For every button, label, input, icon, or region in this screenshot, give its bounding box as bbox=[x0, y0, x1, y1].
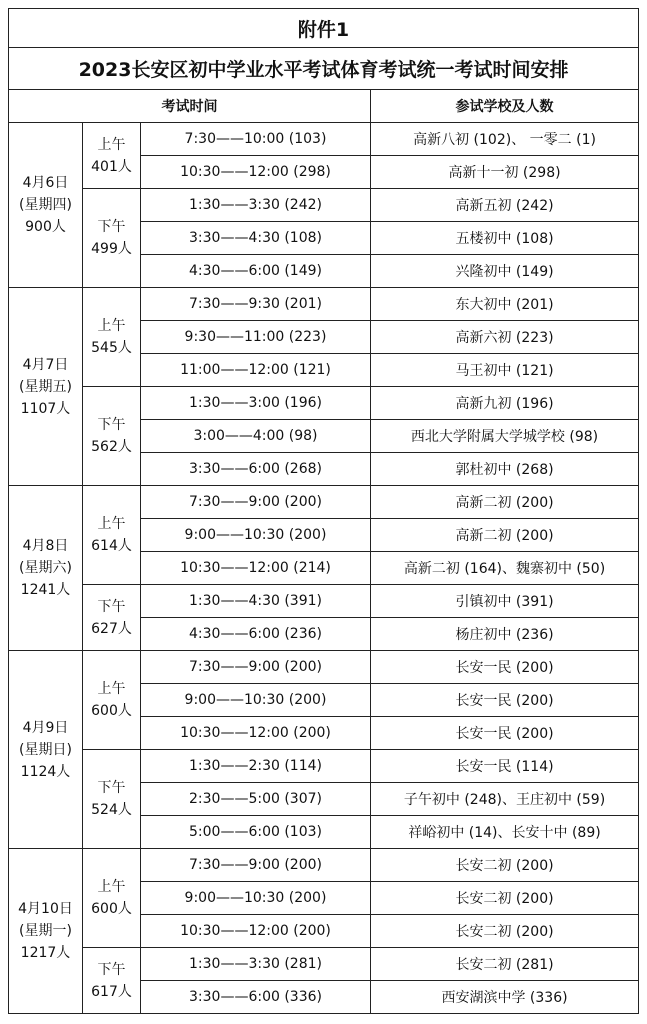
session-schools: 高新九初 (196) bbox=[371, 387, 639, 420]
session-schools: 子午初中 (248)、王庄初中 (59) bbox=[371, 783, 639, 816]
session-time: 10:30——12:00 (200) bbox=[141, 915, 371, 948]
schedule-table bbox=[8, 8, 639, 1014]
session-time: 7:30——9:00 (200) bbox=[141, 849, 371, 882]
session-time: 9:00——10:30 (200) bbox=[141, 684, 371, 717]
schedule-body bbox=[9, 123, 639, 1014]
session-time: 4:30——6:00 (149) bbox=[141, 255, 371, 288]
session-schools: 五楼初中 (108) bbox=[371, 222, 639, 255]
session-row bbox=[9, 948, 639, 981]
period-cell bbox=[83, 288, 141, 387]
period-cell bbox=[83, 750, 141, 849]
day-total: 1241人 bbox=[20, 582, 71, 598]
session-time: 3:00——4:00 (98) bbox=[141, 420, 371, 453]
session-schools: 郭杜初中 (268) bbox=[371, 453, 639, 486]
period-cell bbox=[83, 651, 141, 750]
session-row bbox=[9, 585, 639, 618]
session-time: 10:30——12:00 (298) bbox=[141, 156, 371, 189]
session-schools: 高新十一初 (298) bbox=[371, 156, 639, 189]
session-time: 7:30——9:00 (200) bbox=[141, 486, 371, 519]
period-count: 600人 bbox=[91, 901, 132, 917]
day-weekday: (星期一) bbox=[19, 923, 72, 939]
period-count: 562人 bbox=[91, 439, 132, 455]
period-count: 617人 bbox=[91, 983, 132, 1000]
day-cell bbox=[9, 123, 83, 288]
session-row bbox=[9, 288, 639, 321]
session-time: 10:30——12:00 (214) bbox=[141, 552, 371, 585]
session-time: 9:00——10:30 (200) bbox=[141, 519, 371, 552]
session-schools: 长安二初 (200) bbox=[371, 882, 639, 915]
session-schools: 高新二初 (200) bbox=[371, 486, 639, 519]
column-header-schools: 参试学校及人数 bbox=[371, 90, 639, 123]
session-time: 3:30——6:00 (268) bbox=[141, 453, 371, 486]
period-count: 627人 bbox=[91, 620, 132, 637]
session-schools: 杨庄初中 (236) bbox=[371, 618, 639, 651]
period-name: 上午 bbox=[97, 516, 126, 532]
day-date: 4月8日 bbox=[22, 538, 69, 554]
period-name: 下午 bbox=[97, 417, 126, 433]
document-title: 2023长安区初中学业水平考试体育考试统一考试时间安排 bbox=[9, 48, 639, 90]
period-name: 下午 bbox=[97, 219, 126, 235]
session-time: 3:30——6:00 (336) bbox=[141, 981, 371, 1014]
session-time: 1:30——3:30 (242) bbox=[141, 189, 371, 222]
session-schools: 高新六初 (223) bbox=[371, 321, 639, 354]
session-schools: 高新五初 (242) bbox=[371, 189, 639, 222]
session-schools: 长安一民 (200) bbox=[371, 684, 639, 717]
session-schools: 长安一民 (200) bbox=[371, 717, 639, 750]
day-cell bbox=[9, 849, 83, 1014]
period-cell bbox=[83, 123, 141, 189]
schedule-sheet bbox=[8, 8, 638, 1014]
period-cell bbox=[83, 189, 141, 288]
session-time: 2:30——5:00 (307) bbox=[141, 783, 371, 816]
day-total: 1107人 bbox=[20, 400, 71, 417]
session-time: 3:30——4:30 (108) bbox=[141, 222, 371, 255]
day-weekday: (星期日) bbox=[19, 741, 72, 758]
session-schools: 祥峪初中 (14)、长安十中 (89) bbox=[371, 816, 639, 849]
session-time: 4:30——6:00 (236) bbox=[141, 618, 371, 651]
day-date: 4月10日 bbox=[18, 901, 73, 917]
session-time: 1:30——2:30 (114) bbox=[141, 750, 371, 783]
period-count: 600人 bbox=[91, 703, 132, 719]
session-schools: 长安一民 (114) bbox=[371, 750, 639, 783]
session-time: 10:30——12:00 (200) bbox=[141, 717, 371, 750]
period-cell bbox=[83, 486, 141, 585]
session-time: 9:30——11:00 (223) bbox=[141, 321, 371, 354]
session-time: 1:30——3:30 (281) bbox=[141, 948, 371, 981]
day-cell bbox=[9, 486, 83, 651]
session-row bbox=[9, 189, 639, 222]
day-weekday: (星期六) bbox=[19, 560, 72, 576]
session-time: 7:30——9:30 (201) bbox=[141, 288, 371, 321]
session-row bbox=[9, 849, 639, 882]
column-header-time: 考试时间 bbox=[9, 90, 371, 123]
session-schools: 西北大学附属大学城学校 (98) bbox=[371, 420, 639, 453]
session-schools: 兴隆初中 (149) bbox=[371, 255, 639, 288]
day-date: 4月7日 bbox=[22, 356, 69, 373]
session-schools: 引镇初中 (391) bbox=[371, 585, 639, 618]
period-name: 上午 bbox=[97, 879, 126, 895]
period-count: 524人 bbox=[91, 802, 132, 818]
session-schools: 长安二初 (200) bbox=[371, 915, 639, 948]
session-time: 9:00——10:30 (200) bbox=[141, 882, 371, 915]
session-row bbox=[9, 387, 639, 420]
session-schools: 马王初中 (121) bbox=[371, 354, 639, 387]
period-name: 上午 bbox=[97, 136, 126, 153]
period-name: 上午 bbox=[97, 318, 126, 334]
period-cell bbox=[83, 585, 141, 651]
day-weekday: (星期四) bbox=[19, 197, 72, 213]
day-weekday: (星期五) bbox=[19, 378, 72, 395]
period-count: 499人 bbox=[91, 241, 132, 257]
session-row bbox=[9, 486, 639, 519]
session-row bbox=[9, 123, 639, 156]
attachment-label: 附件1 bbox=[9, 9, 639, 48]
session-time: 7:30——9:00 (200) bbox=[141, 651, 371, 684]
day-date: 4月6日 bbox=[22, 175, 69, 191]
day-total: 1217人 bbox=[20, 945, 71, 961]
period-name: 下午 bbox=[97, 598, 126, 615]
day-date: 4月9日 bbox=[22, 719, 69, 736]
day-total: 900人 bbox=[25, 219, 66, 235]
session-time: 7:30——10:00 (103) bbox=[141, 123, 371, 156]
session-schools: 西安湖滨中学 (336) bbox=[371, 981, 639, 1014]
session-schools: 长安一民 (200) bbox=[371, 651, 639, 684]
session-row bbox=[9, 651, 639, 684]
day-total: 1124人 bbox=[20, 763, 71, 780]
session-schools: 高新二初 (200) bbox=[371, 519, 639, 552]
session-row bbox=[9, 750, 639, 783]
day-cell bbox=[9, 288, 83, 486]
period-cell bbox=[83, 387, 141, 486]
period-cell bbox=[83, 849, 141, 948]
session-time: 1:30——4:30 (391) bbox=[141, 585, 371, 618]
session-time: 5:00——6:00 (103) bbox=[141, 816, 371, 849]
session-time: 11:00——12:00 (121) bbox=[141, 354, 371, 387]
session-schools: 长安二初 (200) bbox=[371, 849, 639, 882]
session-time: 1:30——3:00 (196) bbox=[141, 387, 371, 420]
period-name: 上午 bbox=[97, 681, 126, 697]
session-schools: 高新二初 (164)、魏寨初中 (50) bbox=[371, 552, 639, 585]
session-schools: 长安二初 (281) bbox=[371, 948, 639, 981]
period-count: 614人 bbox=[91, 538, 132, 554]
period-name: 下午 bbox=[97, 780, 126, 796]
session-schools: 高新八初 (102)、 一零二 (1) bbox=[371, 123, 639, 156]
session-schools: 东大初中 (201) bbox=[371, 288, 639, 321]
period-count: 401人 bbox=[91, 158, 132, 175]
period-cell bbox=[83, 948, 141, 1014]
period-count: 545人 bbox=[91, 340, 132, 356]
period-name: 下午 bbox=[97, 961, 126, 978]
day-cell bbox=[9, 651, 83, 849]
